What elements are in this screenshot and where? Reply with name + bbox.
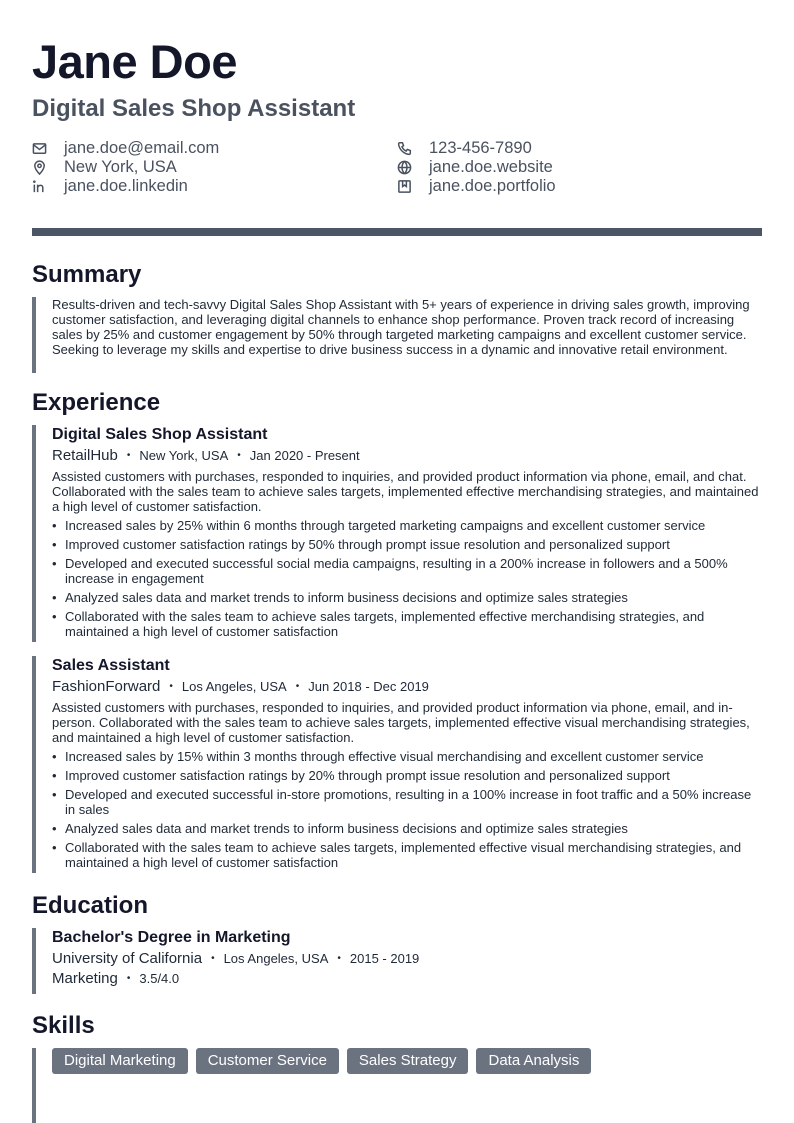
contact-portfolio[interactable] — [397, 177, 556, 196]
education-dates: 2015 - 2019 — [349, 951, 420, 966]
job-achievements — [52, 518, 762, 639]
header-divider — [32, 228, 762, 236]
education-field-meta — [52, 970, 762, 988]
achievement-item: • Developed and executed successful in-store promotions, resulting in a 100% increase in foot traffic and a 50% increase in sales — [52, 787, 762, 817]
summary-heading: Summary — [32, 261, 142, 288]
school-name: University of California — [52, 950, 203, 967]
achievement-item: • Collaborated with the sales team to achieve sales targets, implemented effective merchandising strategies, and maintained a high level of customer satisfaction — [52, 609, 762, 639]
separator-dot: • — [126, 973, 131, 984]
phone-icon — [397, 139, 429, 158]
separator-dot: • — [237, 450, 241, 461]
contact-linkedin-text: jane.doe.linkedin — [64, 177, 188, 195]
experience-entry — [32, 656, 762, 873]
school-location: Los Angeles, USA — [223, 951, 329, 966]
job-achievements — [52, 749, 762, 870]
job-company: FashionForward — [52, 678, 161, 695]
separator-dot: • — [337, 953, 341, 964]
separator-dot: • — [211, 953, 215, 964]
job-meta — [52, 678, 762, 696]
job-title: Digital Sales Shop Assistant — [52, 426, 268, 443]
separator-dot: • — [169, 681, 173, 692]
job-meta — [52, 447, 762, 465]
experience-heading: Experience — [32, 389, 161, 416]
achievement-item: • Increased sales by 25% within 6 months through targeted marketing campaigns and excellent customer service — [52, 518, 762, 533]
summary-block — [32, 297, 762, 373]
contact-location-text: New York, USA — [64, 158, 177, 176]
skill-tag: Digital Marketing — [52, 1048, 188, 1074]
separator-dot: • — [126, 450, 131, 461]
summary-text: Results-driven and tech-savvy Digital Sales Shop Assistant with 5+ years of experience in driving sales growth, improving customer satisfaction, and leveraging digital channels to enhance shop performance. Proven track record of increasing sales by 25% and customer engagement by 50% through targeted marketing campaigns and excellent customer service. Seeking to leverage my skills and expertise to drive business success in a dynamic and innovative retail environment. — [52, 297, 750, 357]
degree-title: Bachelor's Degree in Marketing — [52, 929, 291, 946]
education-entry — [32, 928, 762, 994]
skills-block — [32, 1048, 762, 1123]
experience-entry — [32, 425, 762, 642]
gpa: 3.5/4.0 — [139, 971, 180, 986]
location-icon — [32, 158, 64, 177]
job-location: Los Angeles, USA — [181, 679, 287, 694]
job-description: Assisted customers with purchases, responded to inquiries, and provided product information via phone, email, and chat. Collaborated with the sales team to achieve sales targets, implemented effective merchandising strategies, and maintained a high level of customer satisfaction. — [52, 469, 759, 514]
candidate-name: Jane Doe — [32, 35, 237, 88]
linkedin-icon — [32, 177, 64, 196]
achievement-item: • Collaborated with the sales team to achieve sales targets, implemented effective visual merchandising strategies, and maintained a high level of customer satisfaction — [52, 840, 762, 870]
achievement-item: • Improved customer satisfaction ratings by 50% through prompt issue resolution and personalized support — [52, 537, 762, 552]
mail-icon — [32, 139, 64, 158]
globe-icon — [397, 158, 429, 177]
job-location: New York, USA — [139, 448, 229, 463]
field-of-study: Marketing — [52, 970, 118, 987]
skill-tag: Data Analysis — [476, 1048, 591, 1074]
achievement-item: • Increased sales by 15% within 3 months through effective visual merchandising and excellent customer service — [52, 749, 762, 764]
job-dates: Jun 2018 - Dec 2019 — [308, 679, 429, 694]
contact-location — [32, 158, 177, 177]
contact-website[interactable] — [397, 158, 553, 177]
contact-phone[interactable] — [397, 139, 532, 158]
contact-phone-text: 123-456-7890 — [429, 139, 532, 157]
candidate-headline: Digital Sales Shop Assistant — [32, 95, 356, 122]
achievement-item: • Developed and executed successful social media campaigns, resulting in a 200% increase in followers and a 500% increase in engagement — [52, 556, 762, 586]
contact-website-text: jane.doe.website — [429, 158, 553, 176]
achievement-item: • Improved customer satisfaction ratings by 20% through prompt issue resolution and personalized support — [52, 768, 762, 783]
contact-info — [32, 139, 762, 199]
education-heading: Education — [32, 892, 149, 919]
contact-portfolio-text: jane.doe.portfolio — [429, 177, 556, 195]
contact-email[interactable] — [32, 139, 219, 158]
job-description: Assisted customers with purchases, responded to inquiries, and provided product information via phone, email, and in-person. Collaborated with the sales team to achieve sales targets, implemented effective visual merchandising strategies, and maintained a high level of customer satisfaction. — [52, 700, 750, 745]
skills-heading: Skills — [32, 1012, 95, 1039]
skill-tag: Customer Service — [196, 1048, 339, 1074]
achievement-item: • Analyzed sales data and market trends to inform business decisions and optimize sales strategies — [52, 821, 762, 836]
separator-dot: • — [295, 681, 300, 692]
contact-email-text: jane.doe@email.com — [64, 139, 220, 157]
job-company: RetailHub — [52, 447, 118, 464]
skill-tag: Sales Strategy — [347, 1048, 469, 1074]
achievement-item: • Analyzed sales data and market trends to inform business decisions and optimize sales strategies — [52, 590, 762, 605]
portfolio-icon — [397, 177, 429, 196]
job-title: Sales Assistant — [52, 657, 170, 674]
job-dates: Jan 2020 - Present — [249, 448, 360, 463]
skills-list — [52, 1048, 762, 1074]
contact-linkedin[interactable] — [32, 177, 188, 196]
education-meta — [52, 950, 762, 968]
